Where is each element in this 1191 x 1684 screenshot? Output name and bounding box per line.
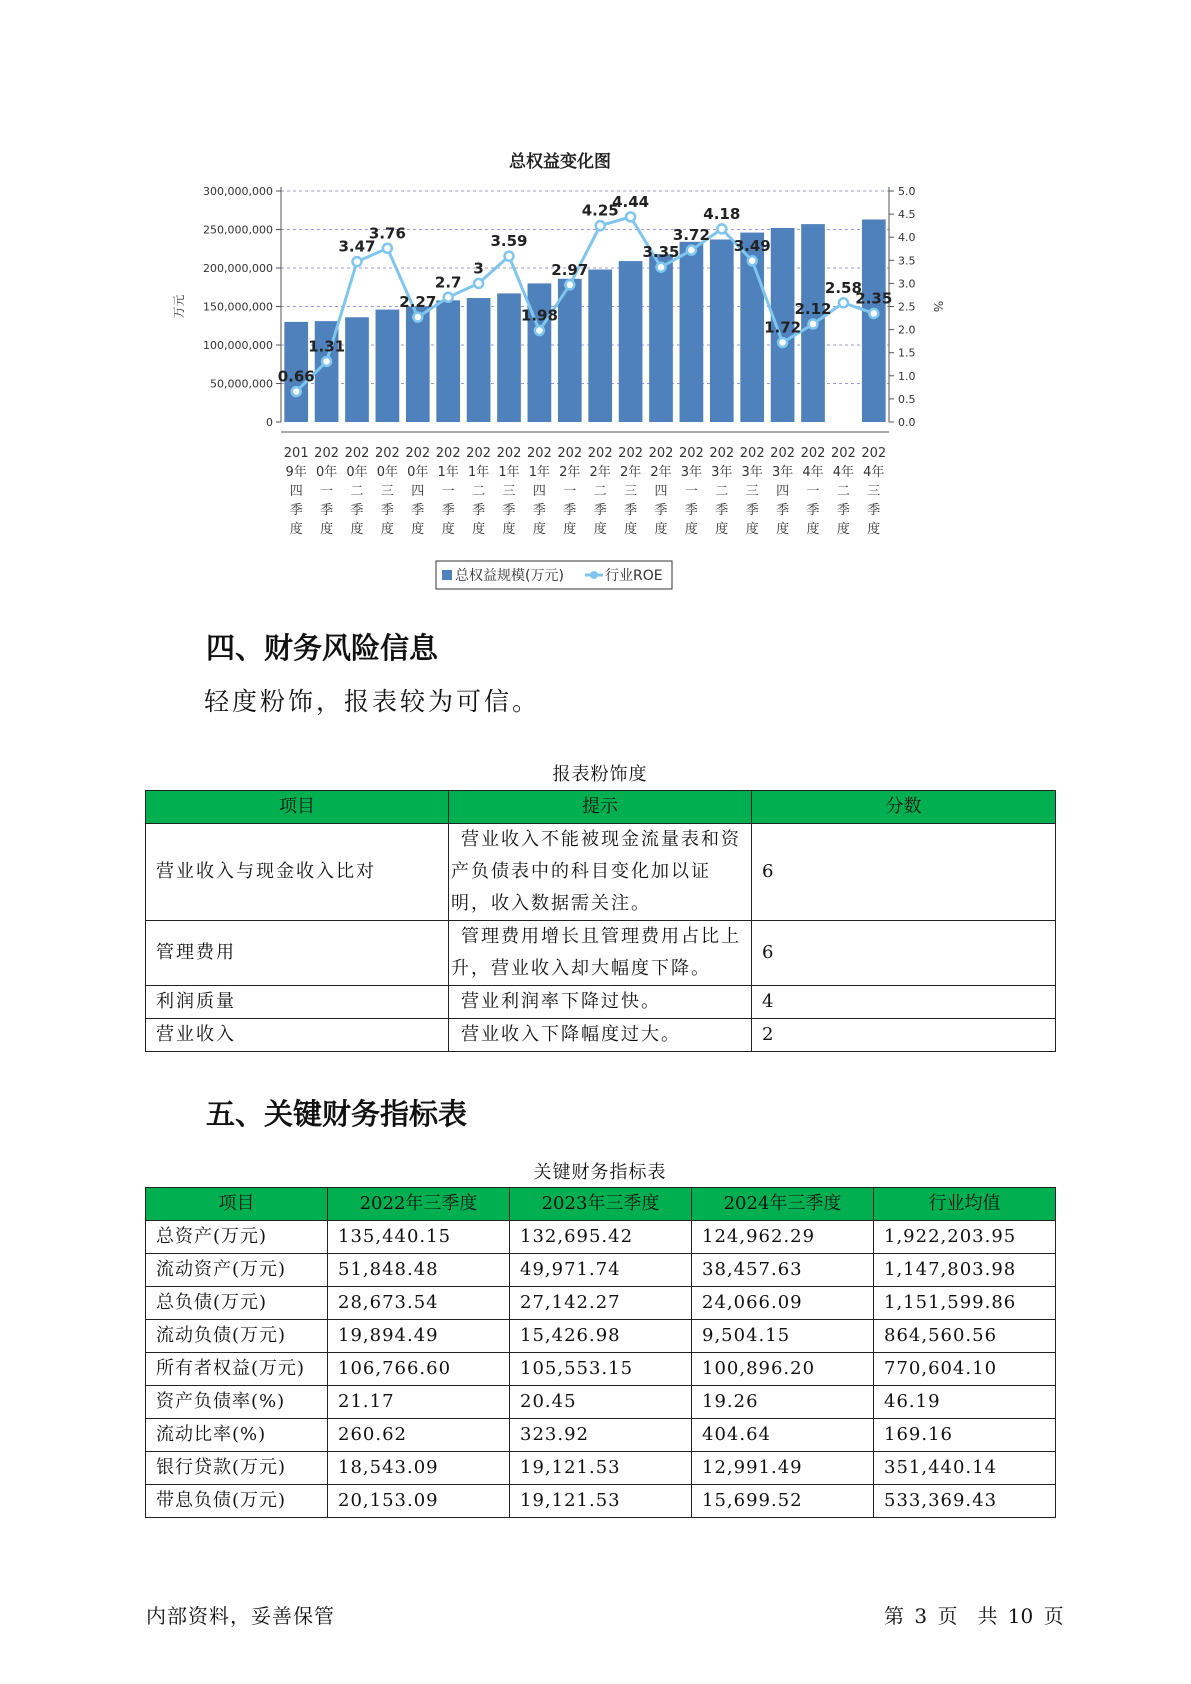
category-label: 度 xyxy=(593,522,607,537)
category-label: 3年 xyxy=(680,465,703,480)
category-label: 202 xyxy=(800,446,826,461)
category-label: 季 xyxy=(411,503,425,518)
category-label: 202 xyxy=(618,446,644,461)
row-2023q3: 20.45 xyxy=(510,1386,692,1419)
category-label: 1年 xyxy=(467,465,490,480)
category-label: 4年 xyxy=(832,465,855,480)
category-label: 季 xyxy=(350,503,364,518)
category-label: 2年 xyxy=(619,465,642,480)
category-label: 202 xyxy=(557,446,583,461)
legend-line-label: 行业ROE xyxy=(605,568,663,584)
category-label: 一 xyxy=(563,484,577,499)
row-2024q3: 9,504.15 xyxy=(692,1320,874,1353)
row-tip: 营业收入下降幅度过大。 xyxy=(449,1019,752,1052)
roe-point xyxy=(869,309,878,318)
row-tip: 管理费用增长且管理费用占比上升，营业收入却大幅度下降。 xyxy=(449,921,752,986)
key-indicators-table xyxy=(145,1187,1056,1518)
roe-point xyxy=(657,263,666,272)
category-label: 季 xyxy=(532,503,546,518)
row-item: 总资产(万元) xyxy=(146,1221,328,1254)
category-label: 季 xyxy=(776,503,790,518)
row-item: 利润质量 xyxy=(146,986,449,1019)
category-label: 202 xyxy=(466,446,492,461)
row-2022q3: 21.17 xyxy=(328,1386,510,1419)
category-label: 度 xyxy=(867,522,881,537)
category-label: 0年 xyxy=(315,465,338,480)
roe-data-label: 4.18 xyxy=(703,204,741,223)
category-label: 度 xyxy=(532,522,546,537)
roe-point xyxy=(839,298,848,307)
roe-point xyxy=(413,313,422,322)
category-label: 9年 xyxy=(285,465,307,480)
category-label: 季 xyxy=(502,503,516,518)
category-label: 季 xyxy=(380,503,394,518)
row-industry-avg: 533,369.43 xyxy=(874,1485,1056,1518)
row-score: 6 xyxy=(752,921,1056,986)
row-2022q3: 18,543.09 xyxy=(328,1452,510,1485)
right-tick-label: 4.0 xyxy=(898,231,916,245)
right-tick-label: 2.0 xyxy=(898,323,916,337)
table-row xyxy=(146,1353,1056,1386)
row-2023q3: 49,971.74 xyxy=(510,1254,692,1287)
row-item: 银行贷款(万元) xyxy=(146,1452,328,1485)
roe-data-label: 0.66 xyxy=(277,367,315,386)
legend-line-marker xyxy=(590,571,598,579)
legend-bar-label: 总权益规模(万元) xyxy=(455,568,564,584)
category-label: 202 xyxy=(374,446,400,461)
roe-data-label: 3.49 xyxy=(733,236,771,255)
roe-point xyxy=(322,357,331,366)
table1-caption: 报表粉饰度 xyxy=(552,764,648,785)
category-label: 季 xyxy=(563,503,577,518)
bar xyxy=(588,270,612,422)
header-2023q3: 2023年三季度 xyxy=(510,1188,692,1221)
category-label: 一 xyxy=(441,484,455,499)
category-label: 2年 xyxy=(559,465,581,480)
row-2024q3: 12,991.49 xyxy=(692,1452,874,1485)
header-item: 项目 xyxy=(146,791,449,824)
category-label: 202 xyxy=(526,446,552,461)
bar xyxy=(649,254,673,422)
table-header-row xyxy=(146,791,1056,824)
header-score: 分数 xyxy=(752,791,1056,824)
footer-note: 内部资料，妥善保管 xyxy=(146,1604,335,1628)
table-row xyxy=(146,1254,1056,1287)
category-label: 度 xyxy=(563,522,577,537)
roe-data-label: 3.35 xyxy=(642,243,680,262)
row-item: 带息负债(万元) xyxy=(146,1485,328,1518)
left-tick-label: 250,000,000 xyxy=(203,223,273,237)
category-label: 度 xyxy=(654,522,668,537)
roe-data-label: 3.47 xyxy=(338,237,376,256)
table-row xyxy=(146,986,1056,1019)
table-row xyxy=(146,1419,1056,1452)
row-item: 所有者权益(万元) xyxy=(146,1353,328,1386)
section5-title: 五、关键财务指标表 xyxy=(206,1097,468,1131)
category-label: 三 xyxy=(745,484,759,499)
right-tick-label: 2.5 xyxy=(898,300,916,314)
bar xyxy=(436,300,460,422)
bar xyxy=(710,240,734,422)
right-tick-label: 3.0 xyxy=(898,277,916,291)
table2-caption: 关键财务指标表 xyxy=(533,1162,667,1183)
category-label: 3年 xyxy=(741,465,763,480)
legend-bar-swatch xyxy=(442,570,452,580)
row-2023q3: 105,553.15 xyxy=(510,1353,692,1386)
row-2023q3: 132,695.42 xyxy=(510,1221,692,1254)
bar xyxy=(376,310,400,422)
table-header-row xyxy=(146,1188,1056,1221)
category-label: 202 xyxy=(709,446,735,461)
row-2024q3: 38,457.63 xyxy=(692,1254,874,1287)
category-label: 二 xyxy=(350,484,364,499)
right-axis-label: % xyxy=(931,300,945,313)
roe-data-label: 2.27 xyxy=(399,293,437,312)
row-item: 营业收入与现金收入比对 xyxy=(146,824,449,921)
roe-point xyxy=(292,387,301,396)
category-label: 度 xyxy=(289,522,303,537)
roe-point xyxy=(505,252,514,261)
category-label: 202 xyxy=(344,446,370,461)
category-label: 202 xyxy=(435,446,461,461)
right-tick-label: 1.0 xyxy=(898,369,916,383)
category-label: 202 xyxy=(587,446,613,461)
left-tick-label: 300,000,000 xyxy=(203,185,273,198)
category-label: 3年 xyxy=(771,465,794,480)
roe-data-label: 2.7 xyxy=(434,273,462,292)
category-label: 四 xyxy=(654,484,668,499)
table-row xyxy=(146,1452,1056,1485)
category-label: 度 xyxy=(745,522,759,537)
roe-data-label: 2.12 xyxy=(794,300,832,319)
bar xyxy=(528,283,552,422)
category-label: 四 xyxy=(411,484,425,499)
row-industry-avg: 351,440.14 xyxy=(874,1452,1056,1485)
category-label: 202 xyxy=(678,446,704,461)
row-item: 总负债(万元) xyxy=(146,1287,328,1320)
row-item: 管理费用 xyxy=(146,921,449,986)
category-label: 度 xyxy=(715,522,729,537)
row-item: 资产负债率(%) xyxy=(146,1386,328,1419)
category-label: 3年 xyxy=(711,465,733,480)
bar xyxy=(406,307,430,423)
category-label: 季 xyxy=(654,503,668,518)
category-label: 度 xyxy=(836,522,850,537)
category-label: 二 xyxy=(715,484,729,499)
row-item: 流动比率(%) xyxy=(146,1419,328,1452)
table-row xyxy=(146,1320,1056,1353)
row-2023q3: 19,121.53 xyxy=(510,1452,692,1485)
bar xyxy=(467,298,491,422)
category-label: 度 xyxy=(624,522,638,537)
left-tick-label: 50,000,000 xyxy=(210,377,273,391)
roe-data-label: 4.25 xyxy=(581,201,619,220)
right-tick-label: 1.5 xyxy=(898,346,916,360)
roe-point xyxy=(444,293,453,302)
row-2022q3: 19,894.49 xyxy=(328,1320,510,1353)
right-tick-label: 0.0 xyxy=(898,416,916,429)
category-label: 度 xyxy=(806,522,820,537)
roe-data-label: 3.59 xyxy=(490,232,528,251)
roe-data-label: 2.35 xyxy=(855,289,893,308)
bar xyxy=(862,219,886,422)
category-label: 季 xyxy=(624,503,638,518)
table-row xyxy=(146,1221,1056,1254)
category-label: 度 xyxy=(502,522,516,537)
roe-point xyxy=(474,279,483,288)
row-2024q3: 24,066.09 xyxy=(692,1287,874,1320)
roe-data-label: 1.72 xyxy=(764,318,802,337)
row-score: 4 xyxy=(752,986,1056,1019)
category-label: 202 xyxy=(314,446,340,461)
chart-title: 总权益变化图 xyxy=(509,152,611,172)
row-item: 流动负债(万元) xyxy=(146,1320,328,1353)
row-score: 6 xyxy=(752,824,1056,921)
roe-point xyxy=(383,244,392,253)
right-tick-label: 3.5 xyxy=(898,254,916,268)
category-label: 2年 xyxy=(589,465,611,480)
roe-point xyxy=(626,212,635,221)
roe-point xyxy=(778,338,787,347)
row-2023q3: 15,426.98 xyxy=(510,1320,692,1353)
roe-point xyxy=(353,257,362,266)
category-label: 1年 xyxy=(437,465,459,480)
row-2023q3: 19,121.53 xyxy=(510,1485,692,1518)
row-industry-avg: 46.19 xyxy=(874,1386,1056,1419)
category-label: 201 xyxy=(283,446,309,461)
header-2022q3: 2022年三季度 xyxy=(328,1188,510,1221)
row-2023q3: 27,142.27 xyxy=(510,1287,692,1320)
category-label: 季 xyxy=(745,503,759,518)
row-tip: 营业收入不能被现金流量表和资产负债表中的科目变化加以证明，收入数据需关注。 xyxy=(449,824,752,921)
category-label: 季 xyxy=(320,503,334,518)
roe-data-label: 2.97 xyxy=(551,260,589,279)
row-industry-avg: 1,147,803.98 xyxy=(874,1254,1056,1287)
row-2022q3: 106,766.60 xyxy=(328,1353,510,1386)
category-label: 度 xyxy=(320,522,334,537)
category-label: 4年 xyxy=(863,465,885,480)
roe-data-label: 4.44 xyxy=(612,192,650,211)
row-industry-avg: 770,604.10 xyxy=(874,1353,1056,1386)
category-label: 202 xyxy=(861,446,887,461)
category-label: 202 xyxy=(739,446,765,461)
category-label: 三 xyxy=(380,484,394,499)
category-label: 季 xyxy=(441,503,455,518)
row-industry-avg: 169.16 xyxy=(874,1419,1056,1452)
category-label: 4年 xyxy=(802,465,824,480)
roe-point xyxy=(809,320,818,329)
category-label: 0年 xyxy=(346,465,368,480)
category-label: 一 xyxy=(320,484,334,499)
header-item: 项目 xyxy=(146,1188,328,1221)
roe-point xyxy=(687,246,696,255)
row-item: 营业收入 xyxy=(146,1019,449,1052)
category-label: 四 xyxy=(776,484,790,499)
row-2024q3: 404.64 xyxy=(692,1419,874,1452)
category-label: 度 xyxy=(684,522,698,537)
category-label: 0年 xyxy=(407,465,429,480)
category-label: 三 xyxy=(867,484,881,499)
category-label: 季 xyxy=(715,503,729,518)
table-row xyxy=(146,921,1056,986)
category-label: 1年 xyxy=(528,465,551,480)
row-tip: 营业利润率下降过快。 xyxy=(449,986,752,1019)
category-label: 度 xyxy=(472,522,486,537)
category-label: 二 xyxy=(472,484,486,499)
row-2024q3: 124,962.29 xyxy=(692,1221,874,1254)
category-label: 一 xyxy=(806,484,820,499)
category-label: 季 xyxy=(806,503,820,518)
category-label: 一 xyxy=(684,484,698,499)
category-label: 季 xyxy=(472,503,486,518)
category-label: 季 xyxy=(684,503,698,518)
page-number: 第 3 页 共 10 页 xyxy=(884,1604,1064,1628)
category-label: 三 xyxy=(624,484,638,499)
bar xyxy=(558,279,582,422)
header-tip: 提示 xyxy=(449,791,752,824)
category-label: 2年 xyxy=(650,465,672,480)
section4-title: 四、财务风险信息 xyxy=(206,631,439,665)
row-2022q3: 20,153.09 xyxy=(328,1485,510,1518)
row-industry-avg: 1,151,599.86 xyxy=(874,1287,1056,1320)
row-item: 流动资产(万元) xyxy=(146,1254,328,1287)
category-label: 202 xyxy=(648,446,674,461)
table-row xyxy=(146,824,1056,921)
category-label: 0年 xyxy=(376,465,399,480)
category-label: 四 xyxy=(289,484,303,499)
row-2024q3: 19.26 xyxy=(692,1386,874,1419)
header-2024q3: 2024年三季度 xyxy=(692,1188,874,1221)
roe-data-label: 3.72 xyxy=(672,226,710,245)
row-2022q3: 51,848.48 xyxy=(328,1254,510,1287)
equity-chart xyxy=(150,140,970,600)
roe-data-label: 2.58 xyxy=(824,278,862,297)
roe-data-label: 1.31 xyxy=(308,337,346,356)
row-2022q3: 260.62 xyxy=(328,1419,510,1452)
left-tick-label: 200,000,000 xyxy=(203,262,273,275)
section4-text: 轻度粉饰，报表较为可信。 xyxy=(204,687,541,716)
right-tick-label: 5.0 xyxy=(898,185,916,198)
category-label: 202 xyxy=(770,446,796,461)
category-label: 季 xyxy=(593,503,607,518)
window-dressing-table xyxy=(145,790,1056,1052)
category-label: 202 xyxy=(830,446,856,461)
category-label: 度 xyxy=(411,522,425,537)
table-row xyxy=(146,1019,1056,1052)
right-tick-label: 0.5 xyxy=(898,392,916,406)
category-label: 度 xyxy=(776,522,790,537)
category-label: 度 xyxy=(350,522,364,537)
category-label: 季 xyxy=(836,503,850,518)
category-label: 202 xyxy=(496,446,522,461)
roe-point xyxy=(565,280,574,289)
table-row xyxy=(146,1287,1056,1320)
row-industry-avg: 864,560.56 xyxy=(874,1320,1056,1353)
roe-data-label: 3.76 xyxy=(368,224,406,243)
left-tick-label: 100,000,000 xyxy=(203,339,273,352)
bar xyxy=(345,317,369,422)
category-label: 三 xyxy=(502,484,516,499)
table-row xyxy=(146,1386,1056,1419)
category-label: 二 xyxy=(593,484,607,499)
row-industry-avg: 1,922,203.95 xyxy=(874,1221,1056,1254)
right-tick-label: 4.5 xyxy=(898,208,916,222)
category-label: 二 xyxy=(836,484,850,499)
row-2022q3: 28,673.54 xyxy=(328,1287,510,1320)
category-label: 度 xyxy=(441,522,455,537)
category-label: 季 xyxy=(289,503,303,518)
bar xyxy=(680,242,704,422)
row-score: 2 xyxy=(752,1019,1056,1052)
bar xyxy=(619,261,643,422)
roe-point xyxy=(717,224,726,233)
roe-point xyxy=(535,326,544,335)
left-tick-label: 0 xyxy=(266,416,273,429)
header-industry-avg: 行业均值 xyxy=(874,1188,1056,1221)
row-2024q3: 100,896.20 xyxy=(692,1353,874,1386)
category-label: 度 xyxy=(380,522,394,537)
category-label: 季 xyxy=(867,503,881,518)
category-label: 202 xyxy=(405,446,431,461)
roe-point xyxy=(748,256,757,265)
left-axis-label: 万元 xyxy=(172,294,186,319)
row-2024q3: 15,699.52 xyxy=(692,1485,874,1518)
row-2022q3: 135,440.15 xyxy=(328,1221,510,1254)
roe-data-label: 3 xyxy=(473,259,484,278)
roe-point xyxy=(596,221,605,230)
category-label: 四 xyxy=(532,484,546,499)
row-2023q3: 323.92 xyxy=(510,1419,692,1452)
table-row xyxy=(146,1485,1056,1518)
category-label: 1年 xyxy=(498,465,520,480)
bar xyxy=(497,293,521,422)
left-tick-label: 150,000,000 xyxy=(203,300,273,314)
roe-data-label: 1.98 xyxy=(520,306,558,325)
